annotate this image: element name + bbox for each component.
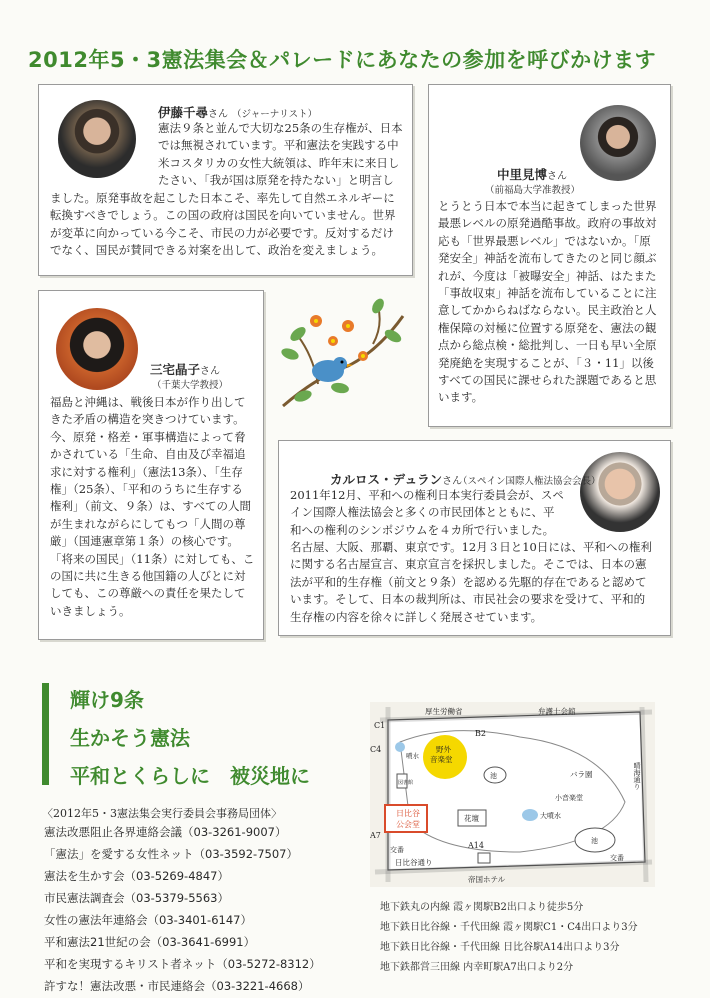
speaker-text-miyake: 福島と沖縄は、戦後日本が作り出して きた矛盾の構造を突きつけています。 今、原発・格差・軍事構造によって脅 かされている「生命、自由及び幸福追 求に対する権利」（憲法13条）、「生存 権」（25条）、「平和のうちに生存する 権利」（前文、９条）は、すべての人間 が生まれながらにしてもつ「人間の尊 厳」（国連憲章第１条）の核心です。 「将来の国民」（11条）に対しても、こ の国に共に生きる他国籍の人びとに対 しても、この尊厳への責任を果たして いきましょう。 bbox=[50, 395, 255, 618]
map-label-funsui: 噴水 bbox=[406, 752, 419, 760]
map-label-pond2: 池 bbox=[591, 837, 598, 845]
map-label-hibiyadori: 日比谷通り bbox=[395, 858, 433, 867]
bird-branch-illustration bbox=[278, 296, 408, 411]
speaker-affiliation-duran: （スペイン国際人権法協会会長） bbox=[458, 476, 601, 487]
map-label-hibiya2: 公会堂 bbox=[396, 820, 420, 829]
speaker-name-miyake: 三宅晶子さん bbox=[150, 362, 221, 377]
map-label-C1: C1 bbox=[374, 721, 386, 730]
map-label-barazono: バラ園 bbox=[570, 770, 593, 779]
map-label-kadan: 花壇 bbox=[464, 814, 479, 823]
avatar-duran bbox=[580, 452, 660, 532]
speaker-text-ito-cont: ました。原発事故を起こした日本こそ、率先して自然エネルギーに 転換すべきでしょう。この国の政府は国民を向いていません。世界 が変革に向かっている今こそ、市民の力が必要です。反対するだけ でなく、国民が賛同できる対案を出して、政治を変えましょう。 bbox=[50, 191, 396, 258]
org-item: 女性の憲法年連絡会（03-3401-6147） bbox=[44, 913, 252, 927]
map-label-B2: B2 bbox=[475, 729, 486, 738]
speaker-affiliation-ito: （ジャーナリスト） bbox=[232, 109, 318, 120]
speaker-text-ito: 憲法９条と並んで大切な25条の生存権が、日本 では無視されています。平和憲法を実践する中 米コスタリカの女性大統領は、昨年末に来日し たさい、「我が国は原発を持たない」と明言し bbox=[158, 121, 403, 188]
map-label-ohfunsui: 大噴水 bbox=[540, 812, 561, 820]
speaker-affiliation-miyake: （千葉大学教授） bbox=[152, 380, 229, 391]
org-item: 許すな！憲法改悪・市民連絡会（03-3221-4668） bbox=[44, 979, 310, 993]
speaker-text-duran: 2011年12月、平和への権利日本実行委員会が、スペ イン国際人権法協会と多くの市民団体とともに、平 和への権利のシンポジウムを４カ所で行いました。 bbox=[290, 488, 564, 537]
orgs-title: 〈2012年5・3憲法集会実行委員会事務局団体〉 bbox=[42, 807, 282, 820]
speaker-name-ito: 伊藤千尋さん bbox=[158, 105, 229, 120]
map-label-hibiya1: 日比谷 bbox=[396, 809, 420, 818]
org-item: 市民憲法調査会（03-5379-5563） bbox=[44, 891, 229, 905]
venue-map bbox=[370, 702, 655, 887]
access-line: 地下鉄日比谷線・千代田線 日比谷駅A14出口より3分 bbox=[380, 942, 620, 953]
map-label-koban2: 交番 bbox=[610, 854, 624, 862]
speaker-text-duran-cont: 名古屋、大阪、那覇、東京です。12月３日と10日には、平和への権利 に関する名古屋宣言、東京宣言を採択しました。そこでは、日本の憲 法が平和的生存権（前文と９条）を認める先駆的存在であると認めて います。そして、日本の裁判所は、市民社会の要求を受けて、平和的 生存権の内容を徐々に詳しく発展させています。 bbox=[290, 540, 652, 624]
speaker-text-nakasato: とうとう日本で本当に起きてしまった世界 最悪レベルの原発過酷事故。政府の事故対 応も「世界最悪レベル」ではないか。「原 発安全」神話を流布してきたのと同じ顔ぶ れが、今度は「被曝安全」神話、はたまた 「事故収束」神話を流布していることに注 意してかからねばならない。民主政治と人 権保障の対極に位置する原発を、憲法の観 点から総点検・総批判し、一日も早い全原 発廃絶を実現することが、「３・11」以後 すべての国民に課せられた課題であると思 います。 bbox=[438, 199, 657, 405]
speaker-name-nakasato: 中里見博さん bbox=[497, 167, 568, 182]
map-label-hotel: 帝国ホテル bbox=[468, 875, 506, 884]
page-title: 2012年5・3憲法集会＆パレードにあなたの参加を呼びかけます bbox=[28, 48, 657, 72]
map-label-tosyokan: 図書館 bbox=[398, 780, 414, 786]
map-label-kosei: 厚生労働省 bbox=[425, 707, 463, 716]
slogan-1: 輝け9条 bbox=[70, 688, 144, 712]
map-label-koban1: 交番 bbox=[390, 846, 404, 854]
map-label-A7: A7 bbox=[370, 831, 381, 840]
avatar-miyake bbox=[56, 308, 138, 390]
map-label-ongakudo: 音楽堂 bbox=[430, 755, 453, 764]
org-item: 平和を実現するキリスト者ネット（03-5272-8312） bbox=[44, 957, 321, 971]
map-label-harumi: 晴海通り bbox=[633, 762, 641, 790]
map-label-pond: 池 bbox=[490, 772, 497, 780]
map-label-koongaku: 小音楽堂 bbox=[555, 794, 583, 802]
org-item: 憲法改悪阻止各界連絡会議（03-3261-9007） bbox=[44, 825, 287, 839]
org-item: 「憲法」を愛する女性ネット（03-3592-7507） bbox=[44, 847, 298, 861]
slogan-bar bbox=[42, 683, 49, 785]
access-line: 地下鉄都営三田線 内幸町駅A7出口より2分 bbox=[380, 962, 574, 973]
avatar-nakasato bbox=[580, 105, 656, 181]
avatar-ito bbox=[58, 100, 136, 178]
access-line: 地下鉄丸の内線 霞ヶ関駅B2出口より徒歩5分 bbox=[380, 902, 584, 913]
map-label-C4: C4 bbox=[370, 745, 382, 754]
org-item: 平和憲法21世紀の会（03-3641-6991） bbox=[44, 935, 256, 949]
map-label-A14: A14 bbox=[468, 841, 484, 850]
map-label-yagai: 野外 bbox=[436, 745, 451, 754]
map-label-bengoshi: 弁護士会館 bbox=[538, 707, 576, 716]
access-line: 地下鉄日比谷線・千代田線 霞ヶ関駅C1・C4出口より3分 bbox=[380, 922, 638, 933]
speaker-name-duran: カルロス・デュランさん bbox=[330, 472, 463, 487]
org-item: 憲法を生かす会（03-5269-4847） bbox=[44, 869, 229, 883]
speaker-affiliation-nakasato: （前福島大学准教授） bbox=[485, 185, 581, 196]
slogan-2: 生かそう憲法 bbox=[70, 726, 190, 750]
slogan-3: 平和とくらしに 被災地に bbox=[70, 764, 310, 788]
